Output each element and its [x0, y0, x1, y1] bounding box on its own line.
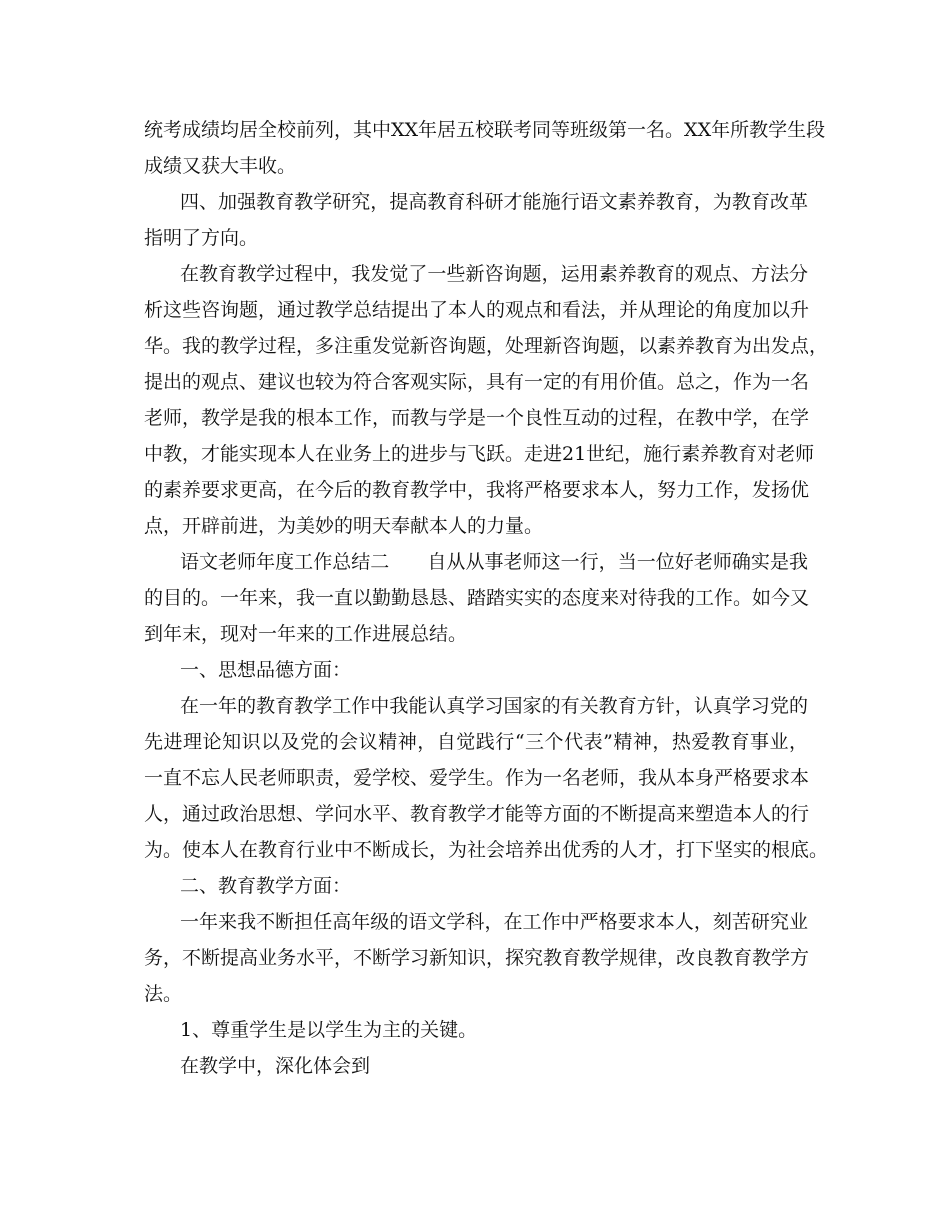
text-line: 统考成绩均居全校前列，其中XX年居五校联考同等班级第一名。XX年所教学生段	[144, 119, 826, 141]
text-line: 一直不忘人民老师职责，爱学校、爱学生。作为一名老师，我从本身严格要求本	[144, 767, 810, 789]
text-line: 析这些咨询题，通过教学总结提出了本人的观点和看法，并从理论的角度加以升	[144, 299, 810, 321]
text-line: 四、加强教育教学研究，提高教育科研才能施行语文素养教育，为教育改革	[180, 191, 808, 213]
text-line: 二、教育教学方面：	[180, 875, 352, 897]
text-line: 在教学中，深化体会到	[180, 1055, 371, 1077]
text-line: 中教，才能实现本人在业务上的进步与飞跃。走进21世纪，施行素养教育对老师	[144, 443, 815, 465]
text-line: 到年末，现对一年来的工作进展总结。	[144, 623, 468, 645]
text-line: 华。我的教学过程，多注重发觉新咨询题，处理新咨询题，以素养教育为出发点，	[144, 335, 829, 357]
text-line: 1、尊重学生是以学生为主的关键。	[180, 1019, 478, 1041]
text-line: 人，通过政治思想、学问水平、教育教学才能等方面的不断提高来塑造本人的行	[144, 803, 810, 825]
text-line: 先进理论知识以及党的会议精神，自觉践行“三个代表”精神，热爱教育事业，	[144, 731, 808, 753]
text-line: 的目的。一年来，我一直以勤勤恳恳、踏踏实实的态度来对待我的工作。如今又	[144, 587, 810, 609]
text-line: 在教育教学过程中，我发觉了一些新咨询题，运用素养教育的观点、方法分	[180, 263, 808, 285]
text-line: 老师，教学是我的根本工作，而教与学是一个良性互动的过程，在教中学，在学	[144, 407, 810, 429]
text-line: 语文老师年度工作总结二 自从从事老师这一行，当一位好老师确实是我	[180, 551, 808, 573]
text-line: 在一年的教育教学工作中我能认真学习国家的有关教育方针，认真学习党的	[180, 695, 808, 717]
text-line: 一、思想品德方面：	[180, 659, 352, 681]
text-line: 成绩又获大丰收。	[144, 155, 297, 177]
text-line: 务，不断提高业务水平，不断学习新知识，探究教育教学规律，改良教育教学方	[144, 947, 810, 969]
text-line: 一年来我不断担任高年级的语文学科，在工作中严格要求本人，刻苦研究业	[180, 911, 808, 933]
text-line: 法。	[144, 983, 183, 1005]
text-line: 指明了方向。	[144, 227, 259, 249]
text-line: 提出的观点、建议也较为符合客观实际，具有一定的有用价值。总之，作为一名	[144, 371, 810, 393]
text-line: 为。使本人在教育行业中不断成长，为社会培养出优秀的人才，打下坚实的根底。	[144, 839, 829, 861]
text-line: 的素养要求更高，在今后的教育教学中，我将严格要求本人，努力工作，发扬优	[144, 479, 810, 501]
text-line: 点，开辟前进，为美妙的明天奉献本人的力量。	[144, 515, 544, 537]
